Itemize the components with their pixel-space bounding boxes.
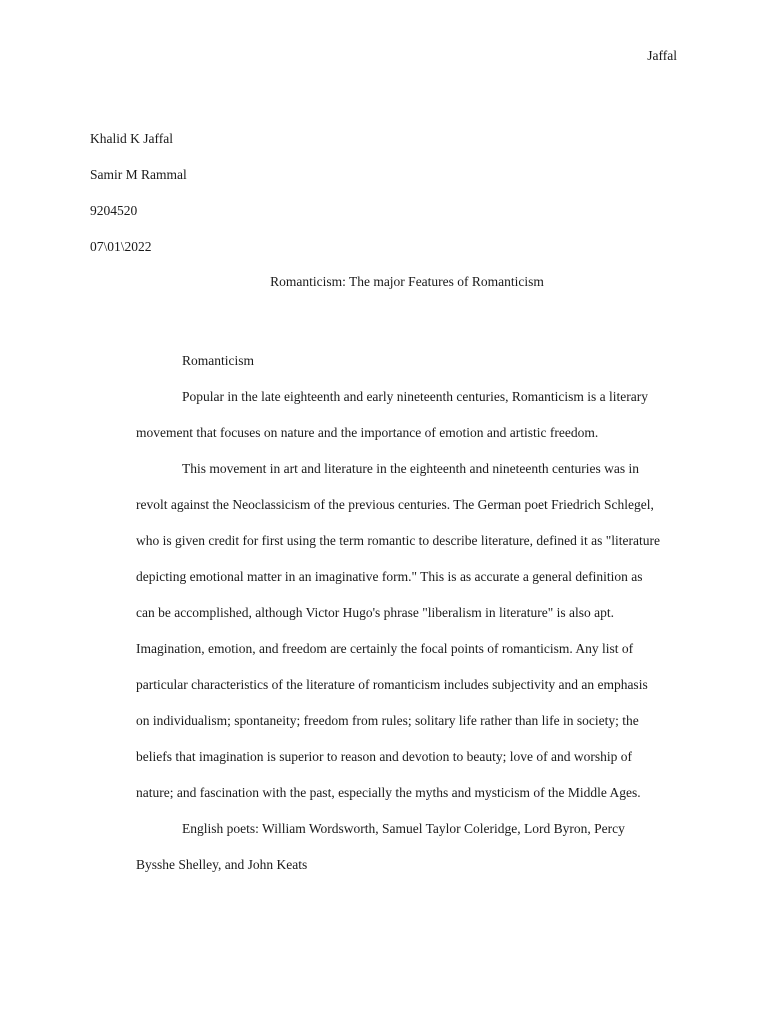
paragraph-line: particular characteristics of the literature of romanticism includes subjectivity and an emphasis: [136, 677, 648, 692]
paragraph-line: Imagination, emotion, and freedom are certainly the focal points of romanticism. Any list of: [136, 641, 634, 656]
body-text: [90, 343, 680, 883]
paragraph-2: [90, 451, 680, 811]
paragraph-1: [90, 379, 680, 451]
paragraph-line: beliefs that imagination is superior to reason and devotion to beauty; love of and worship of: [136, 749, 633, 764]
student-id: 9204520: [90, 203, 138, 218]
paragraph-line: English poets: William Wordsworth, Samuel Taylor Coleridge, Lord Byron, Percy: [182, 821, 625, 836]
paragraph-line: Bysshe Shelley, and John Keats: [136, 857, 308, 872]
paragraph-line: nature; and fascination with the past, especially the myths and mysticism of the Middle Ages.: [136, 785, 641, 800]
paragraph-line: can be accomplished, although Victor Hugo's phrase "liberalism in literature" is also apt.: [136, 605, 615, 620]
header-block: [90, 129, 187, 273]
author-name: Khalid K Jaffal: [90, 131, 173, 146]
paragraph-line: on individualism; spontaneity; freedom from rules; solitary life rather than life in society; the: [136, 713, 639, 728]
paragraph-line: Popular in the late eighteenth and early nineteenth centuries, Romanticism is a literary: [182, 389, 648, 404]
paragraph-line: revolt against the Neoclassicism of the previous centuries. The German poet Friedrich Schlegel,: [136, 497, 654, 512]
section-heading: [90, 343, 680, 379]
document-title: Romanticism: The major Features of Romanticism: [270, 274, 544, 289]
paragraph-3: [90, 811, 680, 883]
paragraph-line: movement that focuses on nature and the importance of emotion and artistic freedom.: [136, 425, 599, 440]
date: 07\01\2022: [90, 239, 152, 254]
instructor-name: Samir M Rammal: [90, 167, 187, 182]
paragraph-line: depicting emotional matter in an imaginative form." This is as accurate a general definition as: [136, 569, 643, 584]
paragraph-line: who is given credit for first using the term romantic to describe literature, defined it as "literature: [136, 533, 660, 548]
paragraph-line: This movement in art and literature in the eighteenth and nineteenth centuries was in: [182, 461, 639, 476]
section-heading-text: Romanticism: [182, 353, 254, 368]
running-head: Jaffal: [647, 48, 677, 63]
